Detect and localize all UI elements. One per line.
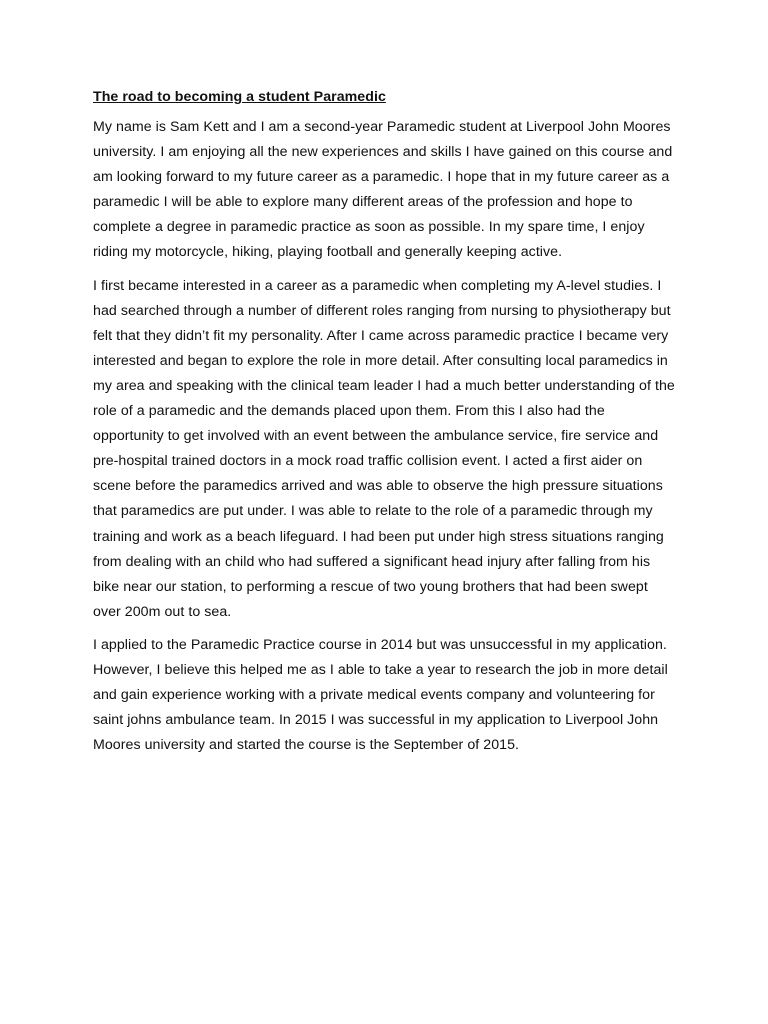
paragraph-interest: I first became interested in a career as a paramedic when completing my A-level studies. I had searched through a number of different roles ranging from nursing to physiotherapy but felt that they didn’t fit my personality. After I came across paramedic practice I became very interested and began to explore the role in more detail. After consulting local paramedics in my area and speaking with the clinical team leader I had a much better understanding of the role of a paramedic and the demands placed upon them. From this I also had the opportunity to get involved with an event between the ambulance service, fire service and pre-hospital trained doctors in a mock road traffic collision event. I acted a first aider on scene before the paramedics arrived and was able to observe the high pressure situations that paramedics are put under. I was able to relate to the role of a paramedic through my training and work as a beach lifeguard. I had been put under high stress situations ranging from dealing with an child who had suffered a significant head injury after falling from his bike near our station, to performing a rescue of two young brothers that had been swept over 200m out to sea. [93,277,675,620]
document-body [93,86,678,766]
paragraph-introduction: My name is Sam Kett and I am a second-year Paramedic student at Liverpool John Moores university. I am enjoying all the new experiences and skills I have gained on this course and am looking forward to my future career as a paramedic. I hope that in my future career as a paramedic I will be able to explore many different areas of the profession and hope to complete a degree in paramedic practice as soon as possible. In my spare time, I enjoy riding my motorcycle, hiking, playing football and generally keeping active. [93,119,673,261]
document-title: The road to becoming a student Paramedic [93,89,386,105]
paragraph-application: I applied to the Paramedic Practice course in 2014 but was unsuccessful in my application. However, I believe this helped me as I able to take a year to research the job in more detail and gain experience working with a private medical events company and volunteering for saint johns ambulance team. In 2015 I was successful in my application to Liverpool John Moores university and started the course is the September of 2015. [93,636,668,754]
